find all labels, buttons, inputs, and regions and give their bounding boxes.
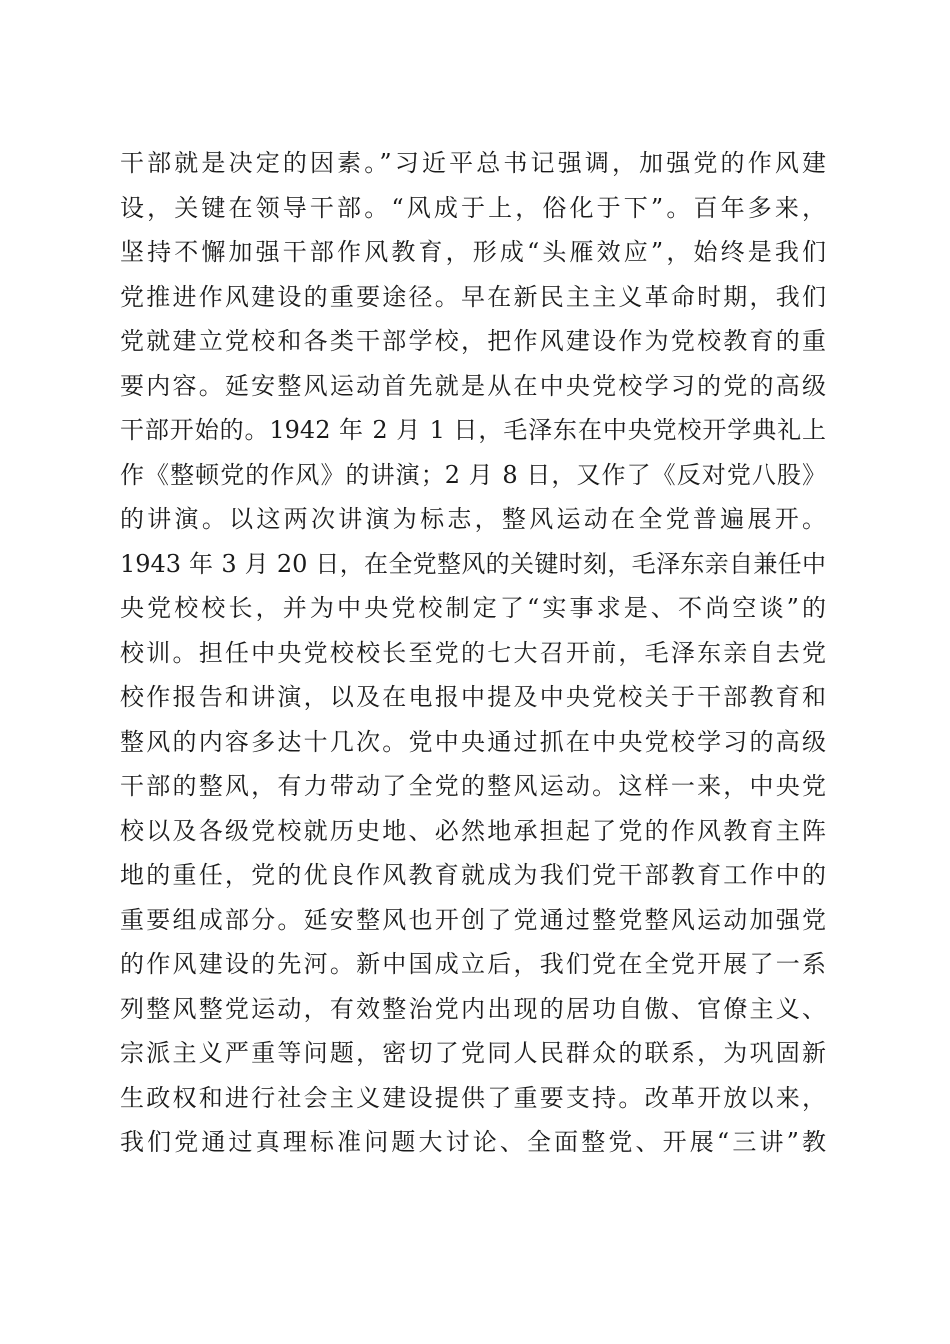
text-line: 校训。担任中央党校校长至党的七大召开前，毛泽东亲自去党	[120, 638, 826, 667]
text-line: 设，关键在领导干部。“风成于上，俗化于下”。百年多来，	[120, 193, 826, 222]
text-line: 校以及各级党校就历史地、必然地承担起了党的作风教育主阵	[120, 816, 826, 845]
text-line: 校作报告和讲演，以及在电报中提及中央党校关于干部教育和	[120, 683, 826, 711]
text-line: 作《整顿党的作风》的讲演；2 月 8 日，又作了《反对党八股》	[120, 460, 826, 489]
text-line: 的讲演。以这两次讲演为标志，整风运动在全党普遍展开。	[120, 505, 826, 533]
text-line: 干部开始的。1942 年 2 月 1 日，毛泽东在中央党校开学典礼上	[120, 416, 826, 444]
text-line: 地的重任，党的优良作风教育就成为我们党干部教育工作中的	[120, 861, 826, 889]
text-line: 干部就是决定的因素。”习近平总书记强调，加强党的作风建	[120, 149, 826, 177]
text-line: 干部的整风，有力带动了全党的整风运动。这样一来，中央党	[120, 772, 826, 800]
body-text	[120, 141, 826, 1165]
text-line: 列整风整党运动，有效整治党内出现的居功自傲、官僚主义、	[120, 994, 826, 1023]
text-line: 党就建立党校和各类干部学校，把作风建设作为党校教育的重	[120, 327, 826, 355]
text-line: 的作风建设的先河。新中国成立后，我们党在全党开展了一系	[120, 950, 826, 978]
text-line: 央党校校长，并为中央党校制定了“实事求是、不尚空谈”的	[120, 594, 826, 622]
text-line: 党推进作风建设的重要途径。早在新民主主义革命时期，我们	[120, 282, 826, 311]
text-line: 坚持不懈加强干部作风教育，形成“头雁效应”，始终是我们	[120, 238, 826, 266]
text-line: 要内容。延安整风运动首先就是从在中央党校学习的党的高级	[120, 371, 826, 400]
text-line: 生政权和进行社会主义建设提供了重要支持。改革开放以来，	[120, 1083, 826, 1112]
text-line: 我们党通过真理标准问题大讨论、全面整党、开展“三讲”教	[120, 1128, 826, 1156]
text-line: 整风的内容多达十几次。党中央通过抓在中央党校学习的高级	[120, 727, 826, 756]
text-line: 宗派主义严重等问题，密切了党同人民群众的联系，为巩固新	[120, 1039, 826, 1067]
text-line: 1943 年 3 月 20 日，在全党整风的关键时刻，毛泽东亲自兼任中	[120, 549, 826, 578]
text-line: 重要组成部分。延安整风也开创了党通过整党整风运动加强党	[120, 905, 826, 934]
